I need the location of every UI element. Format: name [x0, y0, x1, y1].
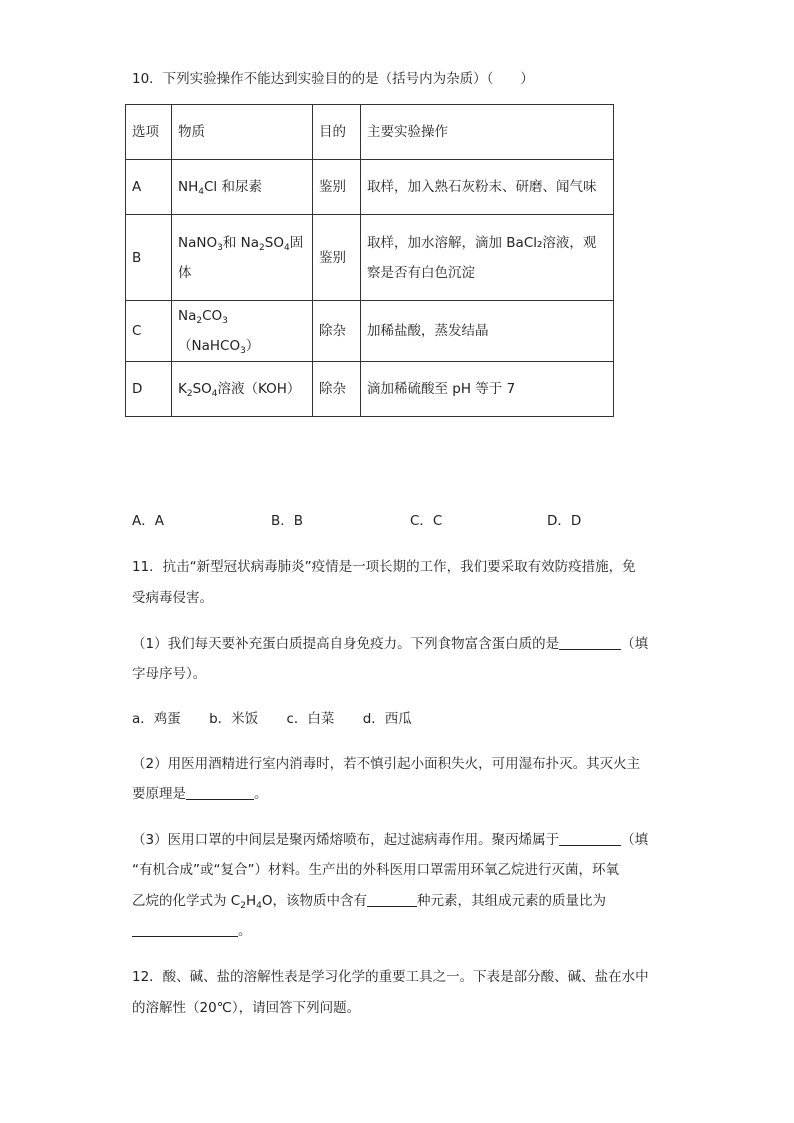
- row-option: D: [126, 362, 172, 417]
- row-option: A: [126, 160, 172, 215]
- choice-a[interactable]: A．A: [132, 513, 164, 529]
- row-option: B: [126, 215, 172, 301]
- row-substance: $Na_2CO_3(NaHCO_3)$: [172, 301, 313, 362]
- row-purpose: 鉴别: [313, 160, 361, 215]
- answer-blank-2[interactable]: [186, 785, 254, 800]
- food-option-c: c．白菜: [286, 711, 335, 727]
- question-11-part3-line4: 。: [132, 919, 252, 939]
- question-12-stem-line2: 的溶解性（20℃），请回答下列问题。: [132, 1000, 361, 1016]
- row-operation: 滴加稀硫酸至 pH 等于 7: [361, 362, 614, 417]
- answer-blank-5[interactable]: [132, 922, 238, 937]
- row-substance: NaNO$_3$和 $Na_2SO_4$固 体: [172, 215, 313, 301]
- table-row-c: [126, 301, 614, 362]
- question-12-stem-line1: 12．酸、碱、盐的溶解性表是学习化学的重要工具之一。下表是部分酸、碱、盐在水中: [132, 969, 649, 985]
- food-option-d: d．西瓜: [362, 711, 412, 727]
- answer-blank-1[interactable]: [559, 635, 621, 650]
- row-purpose: 除杂: [313, 362, 361, 417]
- choice-b[interactable]: B．B: [271, 513, 304, 529]
- row-operation: 取样，加水溶解，滴加 BaCl₂溶液，观 察是否有白色沉淀: [361, 215, 614, 301]
- table-row-b: [126, 215, 614, 301]
- question-11-stem-line1: 11．抗击“新型冠状病毒肺炎”疫情是一项长期的工作，我们要采取有效防疫措施，免: [132, 559, 636, 575]
- table-row-d: [126, 362, 614, 417]
- answer-blank-3[interactable]: [559, 831, 621, 846]
- question-11-part1-line1: （1）我们每天要补充蛋白质提高自身免疫力。下列食物富含蛋白质的是 （填: [132, 636, 649, 652]
- question-11-part3-line1: （3）医用口罩的中间层是聚丙烯熔喷布，起过滤病毒作用。聚丙烯属于 （填: [132, 832, 649, 848]
- food-option-a: a．鸡蛋: [132, 711, 181, 727]
- table-header-row: [126, 105, 614, 160]
- header-operation: 主要实验操作: [361, 105, 614, 160]
- question-11-part2-line1: （2）用医用酒精进行室内消毒时，若不慎引起小面积失火，可用湿布扑灭。其灭火主: [132, 756, 641, 772]
- header-purpose: 目的: [313, 105, 361, 160]
- choice-c[interactable]: C．C: [410, 513, 443, 529]
- question-11-stem-line2: 受病毒侵害。: [132, 590, 213, 606]
- table-row-a: [126, 160, 614, 215]
- question-11-part2-line2: 要原理是 。: [132, 786, 268, 802]
- header-option: 选项: [126, 105, 172, 160]
- row-substance: $NH_4Cl$ 和尿素: [172, 160, 313, 215]
- question-10-stem: 10．下列实验操作不能达到实验目的的是（括号内为杂质）（ ）: [132, 71, 534, 87]
- experiment-table: [125, 104, 614, 417]
- answer-blank-4[interactable]: [367, 892, 417, 907]
- row-option: C: [126, 301, 172, 362]
- row-purpose: 鉴别: [313, 215, 361, 301]
- question-11-part1-line2: 字母序号）。: [132, 666, 207, 682]
- question-11-part3-line2: “有机合成”或“复合”）材料。生产出的外科医用口罩需用环氧乙烷进行灭菌，环氧: [132, 862, 619, 878]
- food-option-b: b．米饭: [209, 711, 259, 727]
- question-11-part3-line3: 乙烷的化学式为 $C_2H_4O$，该物质中含有 种元素，其组成元素的质量比为: [132, 893, 606, 911]
- row-purpose: 除杂: [313, 301, 361, 362]
- header-substance: 物质: [172, 105, 313, 160]
- row-substance: $K_2SO_4$溶液（KOH）: [172, 362, 313, 417]
- choice-d[interactable]: D．D: [547, 513, 582, 529]
- question-11-part1-options: [132, 707, 412, 727]
- row-operation: 加稀盐酸，蒸发结晶: [361, 301, 614, 362]
- row-operation: 取样，加入熟石灰粉末、研磨、闻气味: [361, 160, 614, 215]
